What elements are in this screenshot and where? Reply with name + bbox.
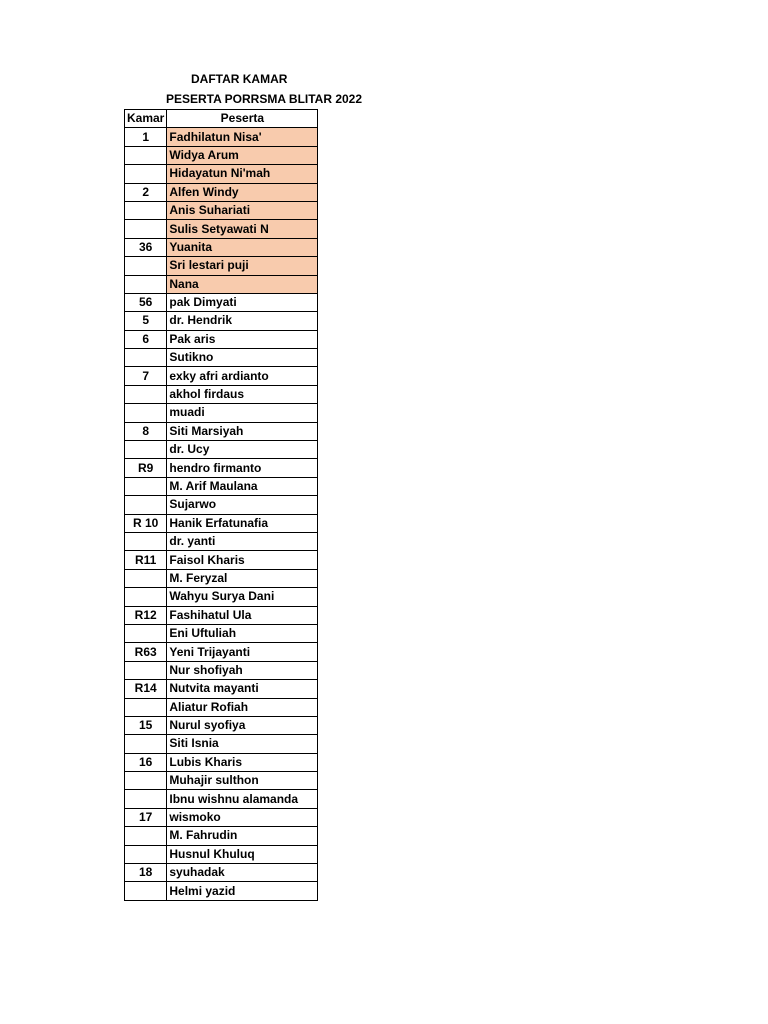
participant-name-cell: Muhajir sulthon: [167, 772, 318, 790]
table-row: [125, 128, 318, 146]
participant-name-cell: Eni Uftuliah: [167, 624, 318, 642]
table-row: [125, 551, 318, 569]
participant-name-cell: Helmi yazid: [167, 882, 318, 900]
header-peserta: Peserta: [167, 110, 318, 128]
room-number-cell: [125, 257, 167, 275]
room-number-cell: [125, 496, 167, 514]
room-number-cell: [125, 845, 167, 863]
room-number-cell: R14: [125, 680, 167, 698]
participant-name-cell: Hidayatun Ni'mah: [167, 165, 318, 183]
participant-name-cell: Siti Marsiyah: [167, 422, 318, 440]
table-row: [125, 146, 318, 164]
room-number-cell: [125, 146, 167, 164]
room-roster-table: [124, 109, 318, 901]
document-title: DAFTAR KAMAR: [191, 72, 288, 86]
table-row: [125, 293, 318, 311]
room-number-cell: [125, 275, 167, 293]
table-row: [125, 606, 318, 624]
participant-name-cell: Yuanita: [167, 238, 318, 256]
room-number-cell: 16: [125, 753, 167, 771]
room-number-cell: 5: [125, 312, 167, 330]
participant-name-cell: Widya Arum: [167, 146, 318, 164]
table-row: [125, 404, 318, 422]
room-number-cell: [125, 698, 167, 716]
participant-name-cell: Husnul Khuluq: [167, 845, 318, 863]
table-row: [125, 532, 318, 550]
room-number-cell: R63: [125, 643, 167, 661]
participant-name-cell: dr. yanti: [167, 532, 318, 550]
room-number-cell: [125, 624, 167, 642]
room-number-cell: [125, 588, 167, 606]
room-number-cell: [125, 385, 167, 403]
room-number-cell: R12: [125, 606, 167, 624]
table-row: [125, 367, 318, 385]
table-row: [125, 165, 318, 183]
participant-name-cell: wismoko: [167, 808, 318, 826]
room-number-cell: R11: [125, 551, 167, 569]
room-number-cell: 36: [125, 238, 167, 256]
participant-name-cell: Sri lestari puji: [167, 257, 318, 275]
participant-name-cell: Fashihatul Ula: [167, 606, 318, 624]
room-number-cell: [125, 735, 167, 753]
participant-name-cell: Aliatur Rofiah: [167, 698, 318, 716]
room-number-cell: 2: [125, 183, 167, 201]
table-row: [125, 698, 318, 716]
table-row: [125, 330, 318, 348]
room-number-cell: [125, 569, 167, 587]
participant-name-cell: muadi: [167, 404, 318, 422]
room-number-cell: 18: [125, 864, 167, 882]
table-row: [125, 661, 318, 679]
participant-name-cell: Sulis Setyawati N: [167, 220, 318, 238]
participant-name-cell: pak Dimyati: [167, 293, 318, 311]
room-number-cell: 17: [125, 808, 167, 826]
table-row: [125, 624, 318, 642]
participant-name-cell: Pak aris: [167, 330, 318, 348]
table-row: [125, 183, 318, 201]
room-number-cell: [125, 772, 167, 790]
table-row: [125, 459, 318, 477]
room-number-cell: [125, 220, 167, 238]
table-row: [125, 275, 318, 293]
table-row: [125, 680, 318, 698]
table-row: [125, 808, 318, 826]
room-number-cell: 15: [125, 716, 167, 734]
table-row: [125, 864, 318, 882]
table-row: [125, 716, 318, 734]
room-number-cell: R9: [125, 459, 167, 477]
room-number-cell: 1: [125, 128, 167, 146]
participant-name-cell: Lubis Kharis: [167, 753, 318, 771]
table-row: [125, 477, 318, 495]
room-number-cell: 56: [125, 293, 167, 311]
table-row: [125, 882, 318, 900]
room-number-cell: [125, 201, 167, 219]
participant-name-cell: Nana: [167, 275, 318, 293]
room-number-cell: [125, 404, 167, 422]
room-number-cell: [125, 827, 167, 845]
participant-name-cell: hendro firmanto: [167, 459, 318, 477]
participant-name-cell: akhol firdaus: [167, 385, 318, 403]
table-row: [125, 827, 318, 845]
table-row: [125, 220, 318, 238]
participant-name-cell: Alfen Windy: [167, 183, 318, 201]
participant-name-cell: Nurul syofiya: [167, 716, 318, 734]
table-row: [125, 422, 318, 440]
room-number-cell: [125, 441, 167, 459]
room-number-cell: [125, 532, 167, 550]
room-number-cell: [125, 790, 167, 808]
table-row: [125, 772, 318, 790]
table-row: [125, 643, 318, 661]
room-number-cell: [125, 661, 167, 679]
participant-name-cell: Wahyu Surya Dani: [167, 588, 318, 606]
participant-name-cell: Faisol Kharis: [167, 551, 318, 569]
table-row: [125, 496, 318, 514]
table-header-row: [125, 110, 318, 128]
room-number-cell: 8: [125, 422, 167, 440]
room-number-cell: [125, 882, 167, 900]
room-number-cell: [125, 477, 167, 495]
header-kamar: Kamar: [125, 110, 167, 128]
participant-name-cell: M. Fahrudin: [167, 827, 318, 845]
table-row: [125, 569, 318, 587]
table-row: [125, 238, 318, 256]
table-row: [125, 349, 318, 367]
participant-name-cell: Nutvita mayanti: [167, 680, 318, 698]
participant-name-cell: Sujarwo: [167, 496, 318, 514]
table-row: [125, 257, 318, 275]
participant-name-cell: syuhadak: [167, 864, 318, 882]
participant-name-cell: Hanik Erfatunafia: [167, 514, 318, 532]
table-row: [125, 201, 318, 219]
participant-name-cell: exky afri ardianto: [167, 367, 318, 385]
document-subtitle: PESERTA PORRSMA BLITAR 2022: [166, 92, 363, 106]
table-row: [125, 441, 318, 459]
table-row: [125, 514, 318, 532]
table-row: [125, 385, 318, 403]
participant-name-cell: Sutikno: [167, 349, 318, 367]
room-number-cell: 6: [125, 330, 167, 348]
participant-name-cell: Siti Isnia: [167, 735, 318, 753]
table-row: [125, 790, 318, 808]
participant-name-cell: Yeni Trijayanti: [167, 643, 318, 661]
table-row: [125, 312, 318, 330]
table-body: [125, 128, 318, 900]
participant-name-cell: M. Feryzal: [167, 569, 318, 587]
room-number-cell: 7: [125, 367, 167, 385]
table-row: [125, 753, 318, 771]
room-number-cell: [125, 349, 167, 367]
participant-name-cell: Nur shofiyah: [167, 661, 318, 679]
room-number-cell: [125, 165, 167, 183]
participant-name-cell: Ibnu wishnu alamanda: [167, 790, 318, 808]
table-row: [125, 588, 318, 606]
table-row: [125, 735, 318, 753]
participant-name-cell: dr. Ucy: [167, 441, 318, 459]
participant-name-cell: Anis Suhariati: [167, 201, 318, 219]
room-number-cell: R 10: [125, 514, 167, 532]
participant-name-cell: dr. Hendrik: [167, 312, 318, 330]
participant-name-cell: Fadhilatun Nisa': [167, 128, 318, 146]
table-row: [125, 845, 318, 863]
participant-name-cell: M. Arif Maulana: [167, 477, 318, 495]
